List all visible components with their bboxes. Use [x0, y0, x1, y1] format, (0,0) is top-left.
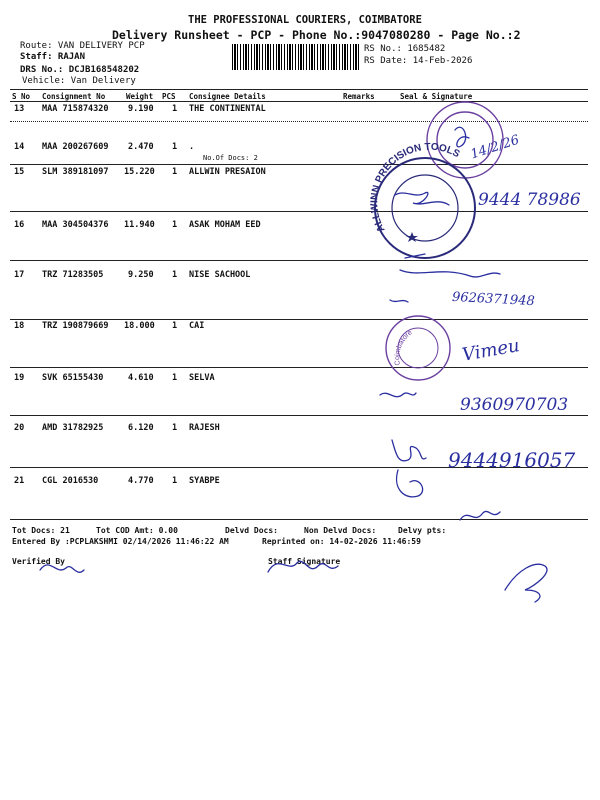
row-consignment: MAA 200267609	[42, 142, 109, 152]
row-weight: 9.250	[128, 270, 154, 280]
signature-strokes	[40, 127, 547, 602]
staff-signature-label: Staff Signature	[268, 557, 341, 566]
row-sno: 21	[14, 476, 25, 486]
total-docs: Tot Docs: 21	[12, 526, 70, 535]
row-weight: 4.610	[128, 373, 154, 383]
allwinn-stamp-text: ALLWINN PRECISION TOOLS	[369, 141, 462, 234]
row-consignee: CAI	[189, 321, 205, 331]
row-consignment: AMD 31782925	[42, 423, 104, 433]
row-consignment: SLM 389181097	[42, 167, 109, 177]
row-consignment: TRZ 71283505	[42, 270, 104, 280]
col-weight: Weight	[126, 92, 154, 101]
row-consignment: TRZ 190879669	[42, 321, 109, 331]
row-pcs: 1	[172, 270, 178, 280]
row-pcs: 1	[172, 423, 178, 433]
row-pcs: 1	[172, 373, 178, 383]
row-pcs: 1	[172, 104, 178, 114]
drs-number: DRS No.: DCJB168548202	[20, 65, 140, 75]
row-sno: 18	[14, 321, 25, 331]
row-consignee: THE CONTINENTAL	[189, 104, 266, 114]
row-weight: 6.120	[128, 423, 154, 433]
vehicle-label: Vehicle: Van Delivery	[22, 76, 136, 86]
rs-date: RS Date: 14-Feb-2026	[364, 56, 473, 66]
handwritten-name: Vimeu	[460, 335, 522, 366]
row-weight: 4.770	[128, 476, 154, 486]
row-consignment: CGL 2016530	[42, 476, 99, 486]
row-pcs: 1	[172, 220, 178, 230]
row-note: No.Of Docs: 2	[203, 154, 258, 162]
company-name: THE PROFESSIONAL COURIERS, COIMBATORE	[188, 14, 422, 26]
svg-text:ALLWINN PRECISION TOOLS	[369, 142, 462, 234]
row-consignee: NISE SACHOOL	[189, 270, 251, 280]
row-sno: 16	[14, 220, 25, 230]
staff-label: Staff: RAJAN	[20, 52, 86, 62]
col-seal: Seal & Signature	[400, 92, 473, 101]
row-sno: 13	[14, 104, 25, 114]
row-sno: 15	[14, 167, 25, 177]
handwritten-date: 14/2/26	[468, 132, 522, 163]
row-pcs: 1	[172, 142, 178, 152]
allwinn-stamp	[369, 142, 475, 258]
document-title: Delivery Runsheet - PCP - Phone No.:9047080280 - Page No.:2	[112, 28, 521, 42]
svg-text:Coimbatore	[394, 329, 413, 366]
row-weight: 2.470	[128, 142, 154, 152]
col-consignee: Consignee Details	[189, 92, 266, 101]
col-pcs: PCS	[162, 92, 176, 101]
row-sno: 17	[14, 270, 25, 280]
row-pcs: 1	[172, 321, 178, 331]
delivery-points: Delvy pts:	[398, 526, 447, 535]
handwritten-phone: 9626371948	[451, 289, 536, 310]
row-consignee: SELVA	[189, 373, 215, 383]
entered-by: Entered By :PCPLAKSHMI 02/14/2026 11:46:22 AM	[12, 537, 229, 546]
col-remarks: Remarks	[343, 92, 375, 101]
coimbatore-stamp-text: Coimbatore	[394, 329, 414, 366]
row-sno: 19	[14, 373, 25, 383]
row-sno: 20	[14, 423, 25, 433]
row-weight: 15.220	[124, 167, 155, 177]
reprinted-on: Reprinted on: 14-02-2026 11:46:59	[262, 537, 421, 546]
row-consignment: SVK 65155430	[42, 373, 104, 383]
rs-number: RS No.: 1685482	[364, 44, 446, 54]
row-weight: 18.000	[124, 321, 155, 331]
row-weight: 9.190	[128, 104, 154, 114]
col-sno: S No	[12, 92, 31, 101]
row-consignee: SYABPE	[189, 476, 220, 486]
non-delivered-docs: Non Delvd Docs:	[304, 526, 377, 535]
handwritten-phone: 9444916057	[448, 448, 576, 472]
handwritten-phone: 9360970703	[460, 395, 569, 415]
handwritten-phone: 9444 78986	[478, 190, 581, 210]
row-consignee: ALLWIN PRESAION	[189, 167, 266, 177]
row-consignee: .	[189, 142, 195, 152]
col-consignment: Consignment No	[42, 92, 106, 101]
row-consignee: RAJESH	[189, 423, 220, 433]
row-consignment: MAA 304504376	[42, 220, 109, 230]
row-consignee: ASAK MOHAM EED	[189, 220, 261, 230]
verified-by: Verified By	[12, 557, 65, 566]
row-pcs: 1	[172, 167, 178, 177]
coimbatore-stamp	[386, 316, 450, 380]
row-weight: 11.940	[124, 220, 155, 230]
row-pcs: 1	[172, 476, 178, 486]
route-label: Route: VAN DELIVERY PCP	[20, 41, 145, 51]
total-cod: Tot COD Amt: 0.00	[96, 526, 178, 535]
delivered-docs: Delvd Docs:	[225, 526, 278, 535]
row-sno: 14	[14, 142, 25, 152]
row-consignment: MAA 715874320	[42, 104, 109, 114]
